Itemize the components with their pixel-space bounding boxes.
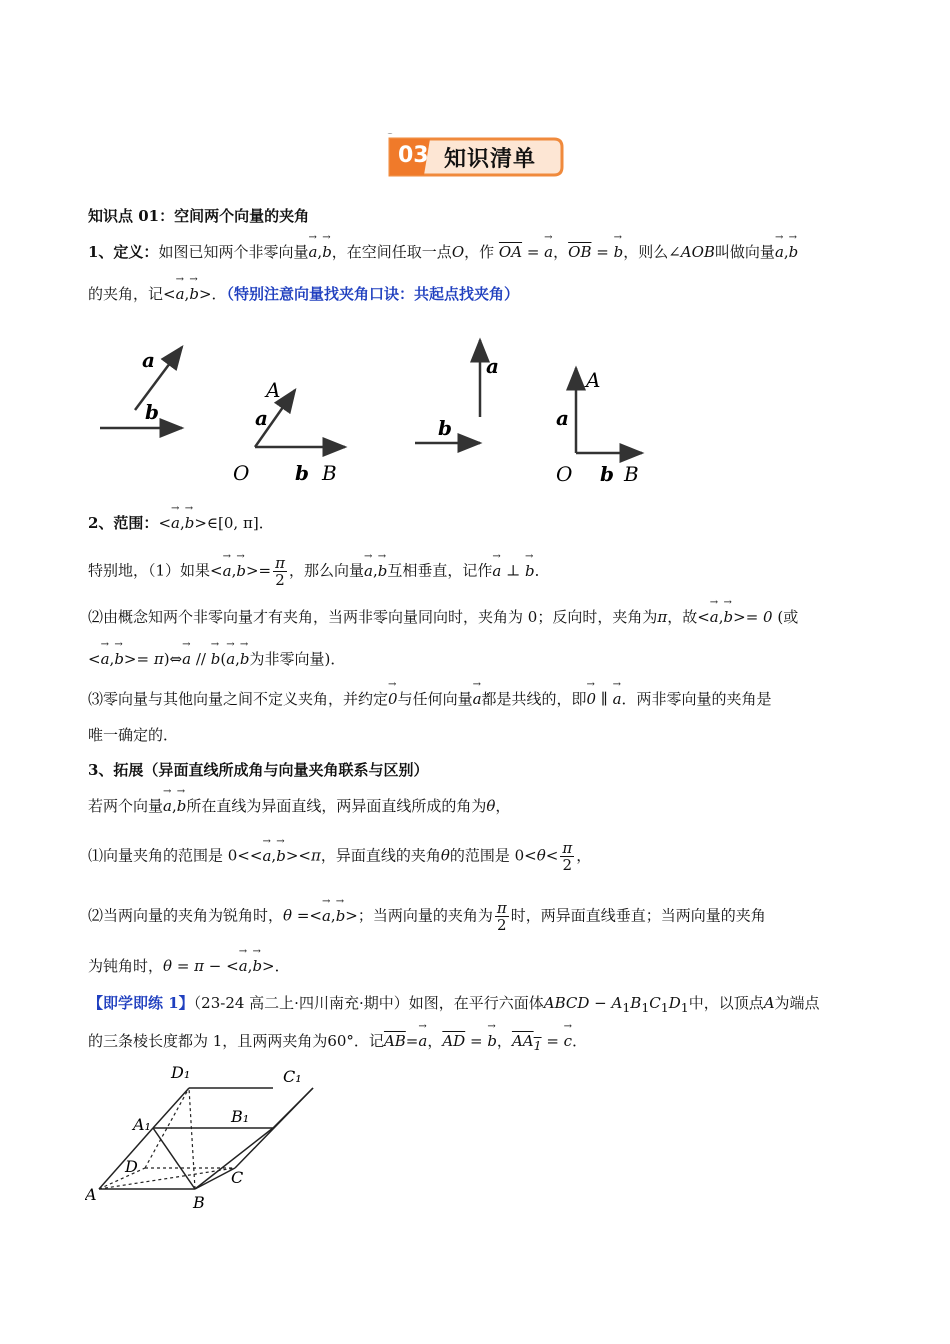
- label-O-1: O: [233, 461, 250, 485]
- label-B-1: B: [322, 461, 337, 485]
- label-C1: C₁: [283, 1067, 302, 1086]
- label-O-2: O: [556, 462, 573, 486]
- label-A-2: A: [586, 368, 601, 392]
- label-b-2: b: [295, 461, 309, 485]
- label-a-1: a: [142, 348, 155, 372]
- label-a-2: a: [255, 406, 268, 430]
- label-b-4: b: [600, 462, 614, 486]
- label-b-3: b: [438, 416, 452, 440]
- label-B1: B₁: [231, 1107, 250, 1126]
- badge-number: 03: [398, 143, 429, 168]
- exercise-line-1: 【即学即练 1】（23-24 高二上·四川南充·期中）如图，在平行六面体ABCD − $A_1B_1C_1D_1$中，以顶点A为端点: [88, 994, 820, 1015]
- extension-title: 3、拓展（异面直线所成角与向量夹角联系与区别）: [88, 761, 429, 779]
- special-line-3: <→ a,→ b>= π)⇔→ a // → b(→ a,→ b为非零向量)．: [88, 648, 345, 669]
- label-C: C: [231, 1168, 244, 1187]
- extension-line-2: ⑴向量夹角的范围是 0<<→ a,→ b><π，异面直线的夹角θ的范围是 0<θ< $\frac{\pi}{2}$ ，: [88, 840, 591, 873]
- special-line-5: 唯一确定的．: [88, 726, 179, 744]
- label-A-1: A: [266, 378, 281, 402]
- label-A1: A₁: [133, 1115, 151, 1134]
- special-line-4: ⑶零向量与其他向量之间不定义夹角，并约定→ 0与任何向量→ a都是共线的，即→ 0 ∥ → a．两非零向量的夹角是: [88, 688, 772, 709]
- label-B: B: [193, 1193, 205, 1212]
- label-D1: D₁: [171, 1063, 191, 1082]
- section-title: 知识点 01：空间两个向量的夹角: [88, 207, 310, 225]
- label-a-3: a: [486, 354, 499, 378]
- label-A: A: [85, 1185, 97, 1204]
- angle-figure: [90, 335, 660, 490]
- parallelepiped-figure: [85, 1060, 315, 1215]
- special-line-2: ⑵由概念知两个非零向量才有夹角，当两非零向量同向时，夹角为 0；反向时，夹角为π，故<→ a,→ b>= 0 (或: [88, 606, 798, 627]
- extension-line-3: ⑵当两向量的夹角为锐角时，θ =<→ a,→ b>；当两向量的夹角为 $\frac{\pi}{2}$ 时，两异面直线垂直；当两向量的夹角: [88, 900, 766, 933]
- special-line-1: 特别地，（1）如果<→ a,→ b>= $\frac{\pi}{2}$ ，那么向量→ a,→ b互相垂直，记作→ a ⊥ → b．: [88, 555, 550, 588]
- section-badge: [384, 133, 564, 181]
- exercise-line-2: 的三条棱长度都为 1，且两两夹角为60°．记$\overline{AB}=\to a$，$\overline{AD}$ = → b，$AA_1$ = → c．: [88, 1030, 587, 1053]
- range-line: 2、范围：<→ a,→ b>∈[0, π]．: [88, 512, 274, 533]
- label-D: D: [125, 1157, 138, 1176]
- label-a-4: a: [556, 406, 569, 430]
- extension-line-1: 若两个向量→ a,→ b所在直线为异面直线，两异面直线所成的角为θ，: [88, 795, 510, 816]
- definition-line-2: 的夹角，记<→ a,→ b>．（特别注意向量找夹角口诀：共起点找夹角）: [88, 283, 519, 304]
- definition-line-1: 1、定义：如图已知两个非零向量→ a,→ b，在空间任取一点O，作 $\overline{OA}$ = → a，$\overline{OB}$ = → b，则么∠AOB叫做向量→ a,→ b: [88, 241, 798, 262]
- badge-title: 知识清单: [444, 147, 537, 172]
- extension-line-4: 为钝角时，θ = π − <→ a,→ b>．: [88, 955, 290, 976]
- edge-A1D1: [153, 1088, 189, 1128]
- label-B-2: B: [624, 462, 639, 486]
- label-b-1: b: [145, 400, 159, 424]
- edge-BC: [195, 1168, 235, 1189]
- edge-AD: [99, 1168, 145, 1189]
